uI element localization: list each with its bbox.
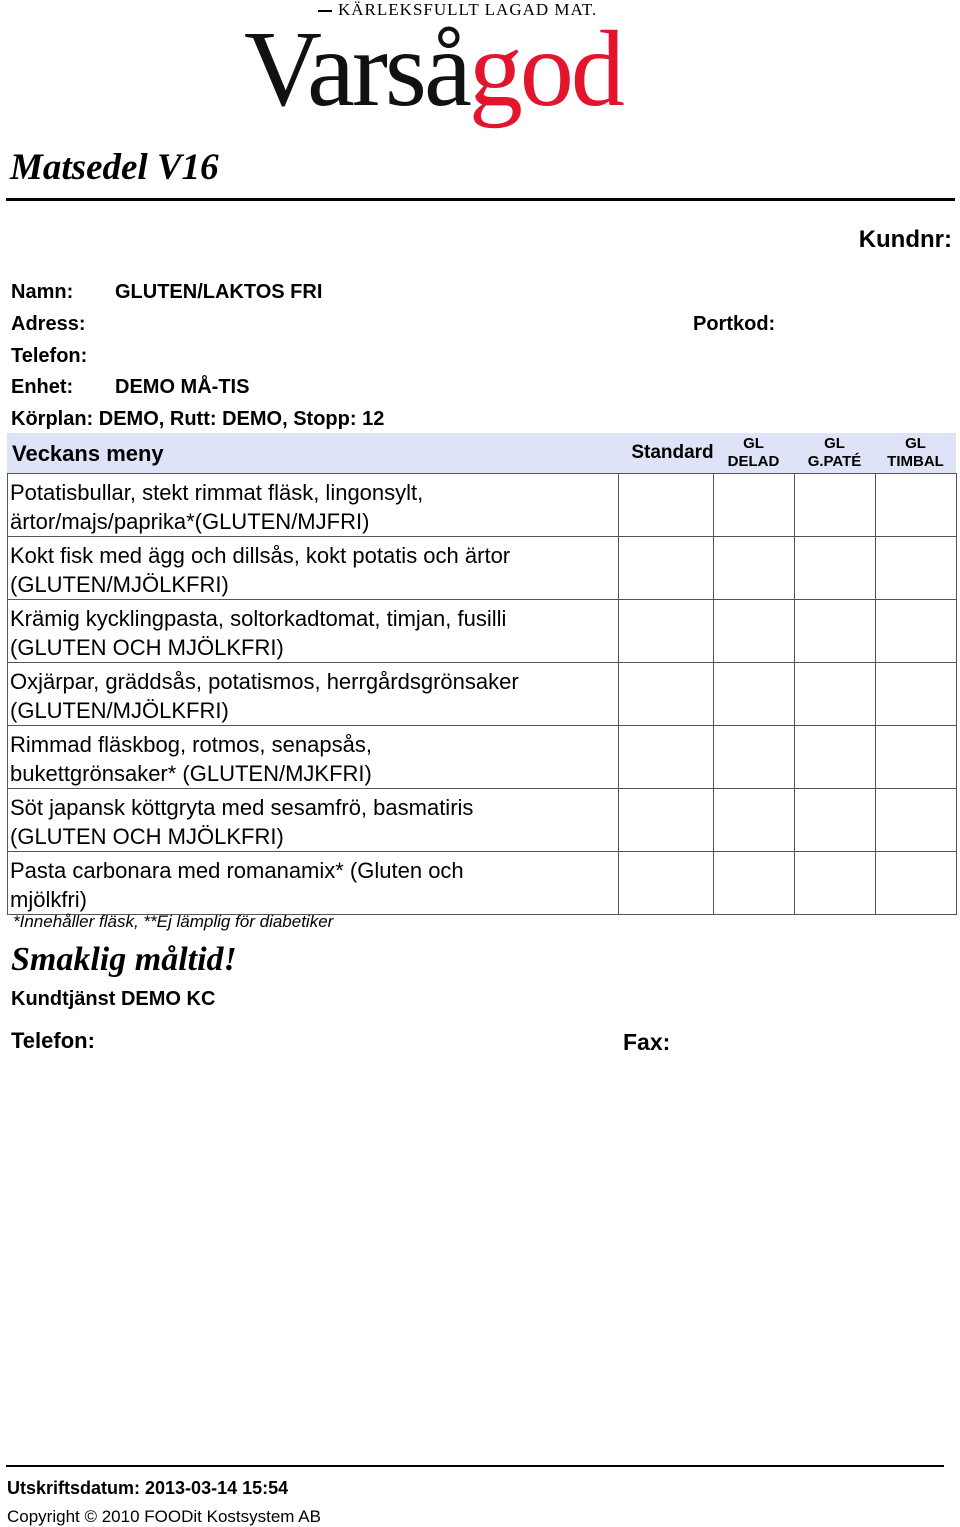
table-row (8, 537, 957, 600)
standard-qty-cell[interactable] (619, 474, 714, 537)
name-value: GLUTEN/LAKTOS FRI (115, 281, 323, 303)
gl-delad-qty-cell[interactable] (714, 600, 795, 663)
column-gl-pate-line2: G.PATÉ (807, 453, 862, 470)
tagline-text: KÄRLEKSFULLT LAGAD MAT. (338, 0, 598, 19)
dish-cell (8, 852, 619, 915)
phone-row (11, 345, 115, 368)
standard-qty-cell[interactable] (619, 537, 714, 600)
dish-line: ärtor/majs/paprika*(GLUTEN/MJFRI) (10, 509, 370, 534)
gl-timbal-qty-cell[interactable] (876, 537, 957, 600)
dish-line: Kokt fisk med ägg och dillsås, kokt potatis och ärtor (10, 543, 511, 568)
dish-line: (GLUTEN OCH MJÖLKFRI) (10, 824, 284, 849)
column-gl-pate (794, 435, 875, 471)
portkod-label: Portkod: (693, 313, 776, 335)
menu-footnote: *Innehåller fläsk, **Ej lämplig för diabetiker (13, 912, 334, 931)
column-gl-delad-line1: GL (743, 435, 764, 452)
name-label: Namn: (11, 281, 74, 303)
table-row (8, 789, 957, 852)
service-phone-label: Telefon: (11, 1028, 95, 1053)
dish-cell (8, 726, 619, 789)
dish-line: Potatisbullar, stekt rimmat fläsk, lingonsylt, (10, 480, 424, 505)
table-row (8, 726, 957, 789)
table-row (8, 852, 957, 915)
gl-timbal-qty-cell[interactable] (876, 726, 957, 789)
gl-delad-qty-cell[interactable] (714, 474, 795, 537)
gl-pate-qty-cell[interactable] (795, 600, 876, 663)
menu-table (7, 473, 957, 915)
gl-delad-qty-cell[interactable] (714, 537, 795, 600)
dish-line: Rimmad fläskbog, rotmos, senapsås, (10, 732, 372, 757)
logo-part-dark: Varså (244, 10, 469, 129)
dish-cell (8, 663, 619, 726)
menu-heading: Veckans meny (12, 441, 164, 466)
dish-line: mjölkfri) (10, 887, 87, 912)
column-gl-timbal-line1: GL (905, 435, 926, 452)
gl-pate-qty-cell[interactable] (795, 789, 876, 852)
gl-pate-qty-cell[interactable] (795, 663, 876, 726)
dish-cell (8, 537, 619, 600)
dish-line: Söt japansk köttgryta med sesamfrö, basmatiris (10, 795, 474, 820)
gl-pate-qty-cell[interactable] (795, 537, 876, 600)
gl-delad-qty-cell[interactable] (714, 852, 795, 915)
unit-row (11, 376, 249, 399)
gl-pate-qty-cell[interactable] (795, 726, 876, 789)
column-gl-pate-line1: GL (824, 435, 845, 452)
address-row (11, 313, 115, 336)
address-label: Adress: (11, 313, 86, 335)
table-row (8, 600, 957, 663)
brand-logo (244, 10, 622, 130)
table-row (8, 474, 957, 537)
dish-line: (GLUTEN OCH MJÖLKFRI) (10, 635, 284, 660)
dish-line: Pasta carbonara med romanamix* (Gluten och (10, 858, 464, 883)
copyright: Copyright © 2010 FOODit Kostsystem AB (7, 1507, 321, 1526)
standard-qty-cell[interactable] (619, 600, 714, 663)
gl-timbal-qty-cell[interactable] (876, 852, 957, 915)
dish-line: bukettgrönsaker* (GLUTEN/MJKFRI) (10, 761, 372, 786)
gl-delad-qty-cell[interactable] (714, 726, 795, 789)
name-row (11, 281, 322, 304)
unit-value: DEMO MÅ-TIS (115, 376, 250, 398)
dish-cell (8, 474, 619, 537)
table-row (8, 663, 957, 726)
dish-cell (8, 789, 619, 852)
gl-pate-qty-cell[interactable] (795, 474, 876, 537)
service-fax-label: Fax: (623, 1029, 671, 1055)
gl-timbal-qty-cell[interactable] (876, 789, 957, 852)
dish-line: (GLUTEN/MJÖLKFRI) (10, 572, 229, 597)
customer-service: Kundtjänst DEMO KC (11, 988, 216, 1010)
column-gl-delad (713, 435, 794, 471)
gl-delad-qty-cell[interactable] (714, 789, 795, 852)
standard-qty-cell[interactable] (619, 663, 714, 726)
print-date: Utskriftsdatum: 2013-03-14 15:54 (7, 1478, 289, 1498)
column-standard: Standard (631, 442, 714, 463)
customer-number-label: Kundnr: (858, 226, 952, 253)
dish-line: (GLUTEN/MJÖLKFRI) (10, 698, 229, 723)
page-title: Matsedel V16 (10, 147, 219, 188)
greeting: Smaklig måltid! (11, 941, 237, 978)
gl-timbal-qty-cell[interactable] (876, 600, 957, 663)
gl-pate-qty-cell[interactable] (795, 852, 876, 915)
unit-label: Enhet: (11, 376, 74, 398)
footer-divider (6, 1465, 944, 1467)
standard-qty-cell[interactable] (619, 852, 714, 915)
gl-delad-qty-cell[interactable] (714, 663, 795, 726)
column-gl-timbal-line2: TIMBAL (887, 453, 944, 470)
dish-line: Oxjärpar, gräddsås, potatismos, herrgårdsgrönsaker (10, 669, 519, 694)
column-gl-timbal (875, 435, 956, 471)
phone-label: Telefon: (11, 345, 88, 367)
logo-part-red: god (468, 10, 622, 129)
standard-qty-cell[interactable] (619, 726, 714, 789)
header-divider (6, 198, 955, 201)
gl-timbal-qty-cell[interactable] (876, 663, 957, 726)
gl-timbal-qty-cell[interactable] (876, 474, 957, 537)
dish-cell (8, 600, 619, 663)
route-line: Körplan: DEMO, Rutt: DEMO, Stopp: 12 (11, 408, 385, 430)
menu-header (7, 433, 956, 473)
standard-qty-cell[interactable] (619, 789, 714, 852)
column-gl-delad-line2: DELAD (727, 453, 780, 470)
dish-line: Krämig kycklingpasta, soltorkadtomat, timjan, fusilli (10, 606, 507, 631)
